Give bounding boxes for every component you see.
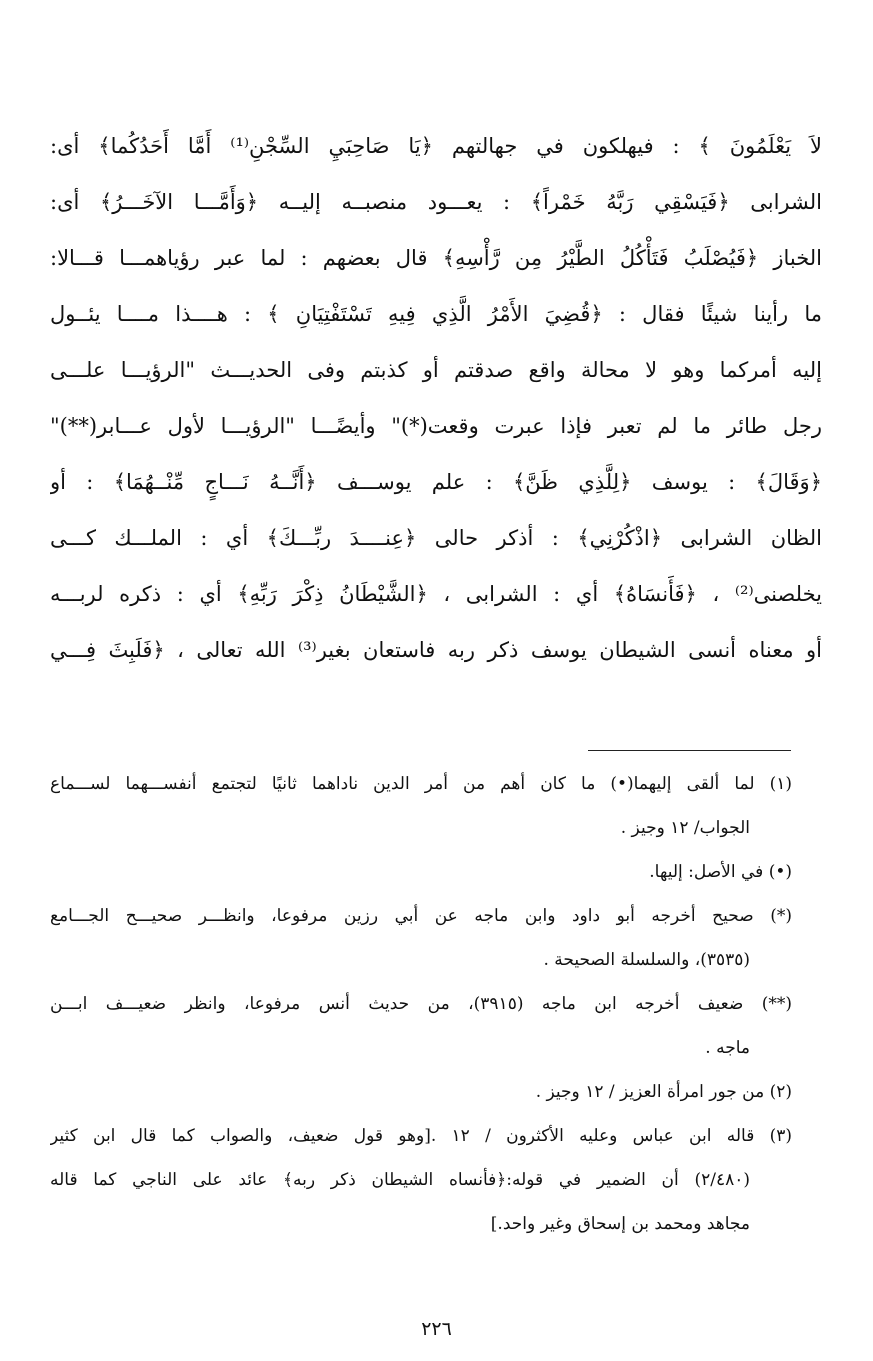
footnote-double-star-continuation: ماجه . [705, 1038, 750, 1058]
main-text-line: الظان الشرابى ﴿اذْكُرْنِي﴾ : أذكر حالى ﴿عِنــــدَ ربِّـــكَ﴾ أي : الملـــك كـــى [50, 526, 822, 550]
main-text-line: يخلصنى⁽²⁾ ، ﴿فَأَنسَاهُ﴾ أي : الشرابى ، ﴿الشَّيْطَانُ ذِكْرَ رَبِّهِ﴾ أي : ذكره لربـــه [50, 582, 822, 606]
page-number: ٢٢٦ [421, 1318, 452, 1340]
main-text-line: ﴿وَقَالَ﴾ : يوسف ﴿لِلَّذِي ظَنَّ﴾ : علم يوســـف ﴿أَنَّــهُ نَـــاجٍ مِّنْــهُمَا﴾ : أو [50, 470, 822, 494]
main-text-line: لاَ يَعْلَمُونَ ﴾ : فيهلكون في جهالتهم ﴿يَا صَاحِبَيِ السِّجْنِ⁽¹⁾ أَمَّا أَحَدُكُما﴾ أى: [50, 134, 822, 158]
main-text-line: الشرابى ﴿فَيَسْقِي رَبَّهُ خَمْراً﴾ : يعـــود منصبــه إليــه ﴿وَأَمَّـــا الآخَـــرُ﴾ أى: [50, 190, 822, 214]
footnote-bullet: (•) في الأصل: إليها. [649, 862, 792, 882]
footnote-1: (١) لما ألقى إليهما(•) ما كان أهم من أمر الدين ناداهما ثانيًا لتجتمع أنفســـهما لســـماع [50, 774, 792, 794]
footnote-2: (٢) من جور امرأة العزيز / ١٢ وجيز . [535, 1082, 792, 1102]
footnote-3: (٣) قاله ابن عباس وعليه الأكثرون / ١٢ .[وهو قول ضعيف، والصواب كما قال ابن كثير [50, 1126, 792, 1146]
footnote-3-continuation: (٢/٤٨٠) أن الضمير في قوله:﴿فأنساه الشيطان ذكر ربه﴾ عائد على الناجي كما قاله [50, 1170, 750, 1190]
main-text-line: رجل طائر ما لم تعبر فإذا عبرت وقعت(*)" وأيضًـــا "الرؤيـــا لأول عـــابر(**)" [50, 414, 822, 438]
main-text-line: إليه أمركما وهو لا محالة واقع صدقتم أو كذبتم وفى الحديـــث "الرؤيـــا علـــى [50, 358, 822, 382]
main-text-line: ما رأينا شيئًا فقال : ﴿قُضِيَ الأَمْرُ الَّذِي فِيهِ تَسْتَفْتِيَانِ ﴾ : هــــذا مــــا يئــول [50, 302, 822, 326]
main-text-line: الخباز ﴿فَيُصْلَبُ فَتَأْكُلُ الطَّيْرُ مِن رَّأْسِهِ﴾ قال بعضهم : لما عبر رؤياهمـــا قـــالا: [50, 246, 822, 270]
footnote-star-continuation: (٣٥٣٥)، والسلسلة الصحيحة . [543, 950, 750, 970]
footnote-double-star: (**) ضعيف أخرجه ابن ماجه (٣٩١٥)، من حديث أنس مرفوعا، وانظر ضعيـــف ابـــن [50, 994, 792, 1014]
footnote-1-continuation: الجواب/ ١٢ وجيز . [620, 818, 750, 838]
footnote-star: (*) صحيح أخرجه أبو داود وابن ماجه عن أبي رزين مرفوعا، وانظـــر صحيـــح الجـــامع [50, 906, 792, 926]
footnote-separator [588, 750, 791, 751]
main-text-line: أو معناه أنسى الشيطان يوسف ذكر ربه فاستعان بغير⁽³⁾ الله تعالى ، ﴿فَلَبِثَ فِـــي [50, 638, 822, 662]
main-text [50, 118, 822, 678]
footnotes [50, 762, 792, 1246]
footnote-3-continuation: مجاهد ومحمد بن إسحاق وغير واحد.] [490, 1214, 750, 1234]
